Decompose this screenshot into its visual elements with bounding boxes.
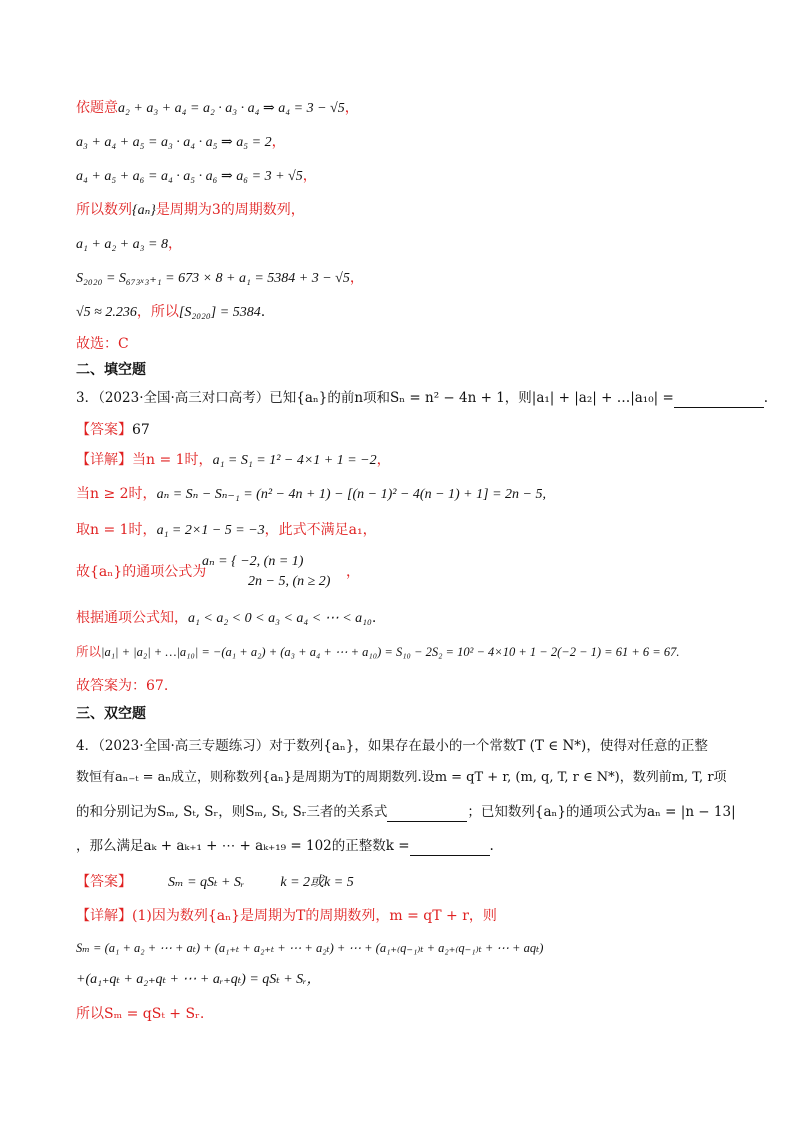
line-suffix: ， — [167, 236, 182, 252]
solution-line-1 — [76, 98, 359, 119]
question-3-text: 3．（2023·全国·高三对口高考）已知{aₙ}的前n项和Sₙ = n² − 4n + 1，则|a₁| + |a₂| + …|a₁₀| = . — [76, 390, 769, 406]
line-prefix: 依题意 — [76, 100, 118, 116]
math-expression: aₙ = Sₙ − Sₙ₋₁ = (n² − 4n + 1) − [(n − 1)² − 4(n − 1) + 1] = 2n − 5, — [156, 487, 546, 502]
section-heading-fill: 二、填空题 — [76, 362, 146, 378]
question-4-detail-1 — [76, 906, 497, 926]
answer-value-2: k = 2或k = 5 — [280, 875, 354, 890]
question-4-line-3 — [76, 802, 736, 822]
question-text: . — [489, 838, 494, 854]
answer-value-1: Sₘ = qSₜ + Sᵣ — [168, 875, 245, 890]
line-prefix: 根据通项公式知， — [76, 610, 188, 626]
line-prefix: 故{aₙ}的通项公式为 — [76, 564, 207, 580]
detail-text: (1)因为数列{aₙ}是周期为T的周期数列，m = qT + r，则 — [132, 908, 497, 924]
question-text: ，那么满足aₖ + aₖ₊₁ + ⋯ + aₖ₊₁₉ = 102的正整数k = — [76, 838, 410, 854]
question-text: ；已知数列{aₙ}的通项公式为aₙ = |n − 13| — [467, 804, 736, 820]
solution-line-7 — [76, 302, 265, 323]
math-expression: [S₂₀₂₀] = 5384 — [178, 305, 261, 320]
line-suffix: ， — [344, 100, 359, 116]
question-3-answer — [76, 420, 150, 440]
line-suffix: ， — [302, 168, 317, 184]
question-3-detail-2 — [76, 484, 546, 505]
line-suffix: . — [371, 610, 377, 626]
question-3-detail-6 — [76, 642, 679, 662]
line-prefix: 取n = 1时， — [76, 522, 157, 538]
question-4-line-2: 数恒有aₙ₋ₜ = aₙ成立，则称数列{aₙ}是周期为T的周期数列.设m = qT + r, (m, q, T, r ∈ N*)，数列前m, T, r项 — [76, 770, 727, 785]
question-4-line-4 — [76, 836, 494, 856]
solution-line-3 — [76, 166, 317, 187]
question-3-detail-3 — [76, 520, 377, 541]
math-expression: S₂₀₂₀ = S₆₇₃ₓ₃₊₁ = 673 × 8 + a₁ = 5384 + 3 − √5 — [76, 271, 350, 286]
answer-label: 【答案】 — [76, 422, 132, 438]
detail-label: 【详解】 — [76, 908, 132, 924]
piecewise-case-1: aₙ = { −2, (n = 1) — [202, 554, 304, 569]
answer-value: 67 — [132, 422, 150, 438]
question-4-detail-3: +(a₁₊qₜ + a₂₊qₜ + ⋯ + aᵣ₊qₜ) = qSₜ + Sᵣ， — [76, 972, 321, 987]
line-suffix: ， — [349, 270, 364, 286]
line-suffix: ， — [376, 452, 391, 468]
math-expression: a₁ = 2×1 − 5 = −3 — [156, 523, 265, 538]
answer-blank — [674, 407, 764, 408]
math-expression: a₃ + a₄ + a₅ = a₃ · a₄ · a₅ ⇒ a₅ = 2 — [76, 135, 272, 150]
math-expression: a₄ + a₅ + a₆ = a₄ · a₅ · a₆ ⇒ a₆ = 3 + √5 — [76, 169, 303, 184]
solution-line-8 — [76, 334, 129, 354]
line-prefix: 所以 — [76, 644, 102, 659]
line-prefix: 当n ≥ 2时， — [76, 486, 157, 502]
detail-label: 【详解】 — [76, 452, 132, 468]
section-heading-double: 三、双空题 — [76, 706, 146, 722]
question-3-detail-5 — [76, 608, 376, 629]
line-suffix: 是周期为3的周期数列， — [155, 202, 305, 218]
answer-label: 【答案】 — [76, 874, 132, 890]
question-4-line-1: 4．（2023·全国·高三专题练习）对于数列{aₙ}，如果存在最小的一个常数T (T ∈ N*)，使得对任意的正整 — [76, 738, 708, 754]
answer-blank-1 — [387, 821, 467, 822]
math-expression: √5 ≈ 2.236 — [76, 305, 137, 320]
question-text: 3．（2023·全国·高三对口高考）已知{aₙ}的前n项和Sₙ = n² − 4n + 1，则|a₁| + |a₂| + …|a₁₀| = — [76, 390, 674, 406]
piecewise-case-2: 2n − 5, (n ≥ 2) — [248, 574, 331, 589]
question-4-answer — [76, 872, 354, 893]
math-expression: a₂ + a₃ + a₄ = a₂ · a₃ · a₄ ⇒ a₄ = 3 − √5 — [118, 101, 345, 116]
line-prefix: 当n = 1时， — [132, 452, 213, 468]
answer-blank-2 — [410, 855, 490, 856]
line-mid: ，所以 — [136, 304, 179, 320]
math-expression: a₁ + a₂ + a₃ = 8 — [76, 237, 168, 252]
question-text: 的和分别记为Sₘ, Sₜ, Sᵣ，则Sₘ, Sₜ, Sᵣ三者的关系式 — [76, 804, 388, 820]
question-3-detail-7: 故答案为：67. — [76, 678, 169, 694]
line-suffix: ，此式不满足a₁， — [264, 522, 377, 538]
line-prefix: 所以数列 — [76, 202, 132, 218]
line-suffix: . — [260, 304, 266, 320]
question-3-detail-1 — [76, 450, 391, 471]
math-expression: {aₙ} — [132, 203, 156, 218]
math-expression: a₁ = S₁ = 1² − 4×1 + 1 = −2 — [212, 453, 377, 468]
math-expression: |a₁| + |a₂| + …|a₁₀| = −(a₁ + a₂) + (a₃ + a₄ + ⋯ + a₁₀) = S₁₀ − 2S₂ = 10² − 4×10 + 1 − 2(−2 − 1) = 61 + 6 = 67. — [101, 645, 680, 659]
solution-line-2 — [76, 132, 286, 153]
line-suffix: ， — [271, 134, 286, 150]
math-expression: a₁ < a₂ < 0 < a₃ < a₄ < ⋯ < a₁₀ — [188, 611, 372, 626]
solution-line-5 — [76, 234, 182, 255]
choice-answer: 故选：C — [76, 336, 129, 352]
question-4-detail-2: Sₘ = (a₁ + a₂ + ⋯ + aₜ) + (a₁₊ₜ + a₂₊ₜ + ⋯ + a₂ₜ) + ⋯ + (a₁₊₍q₋₁₎ₜ + a₂₊₍q₋₁₎ₜ + ⋯ + aqₜ) — [76, 941, 544, 955]
solution-line-6 — [76, 268, 364, 289]
line-suffix: ， — [346, 564, 360, 580]
question-4-detail-4: 所以Sₘ = qSₜ + Sᵣ. — [76, 1006, 205, 1022]
solution-line-4 — [76, 200, 305, 221]
